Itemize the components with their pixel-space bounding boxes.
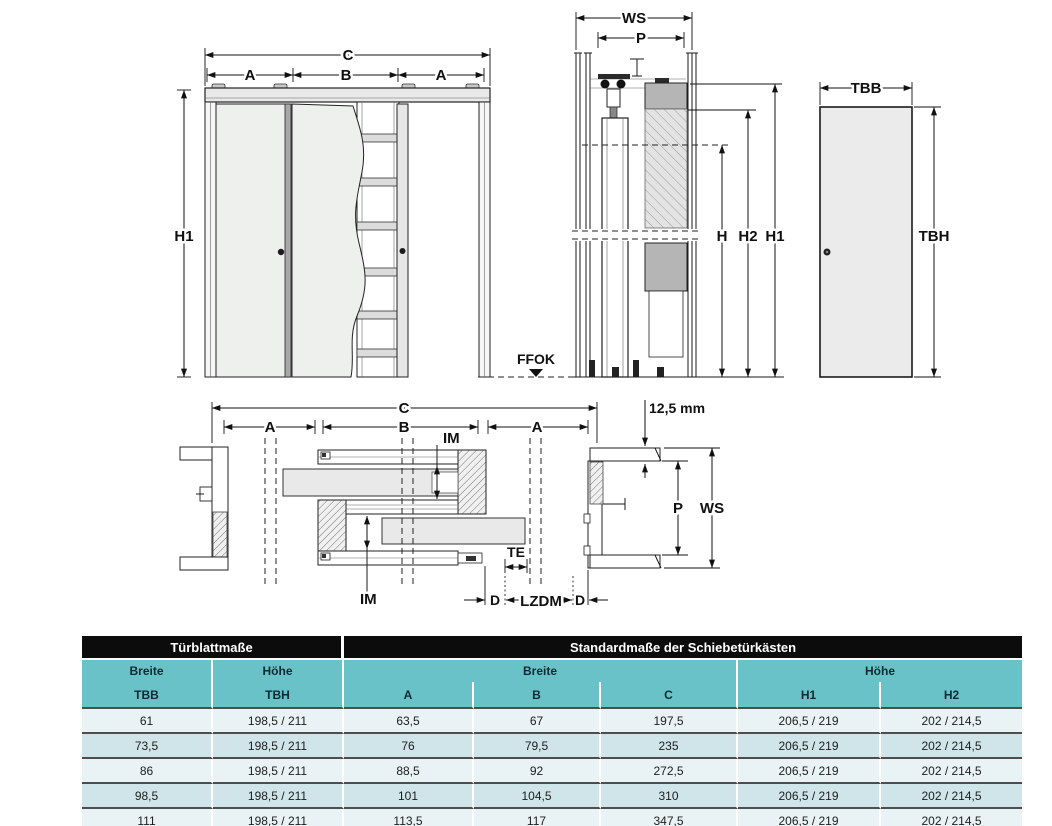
- plan-dim-b: B: [398, 419, 410, 436]
- plan-dim-ws: WS: [699, 500, 725, 517]
- cell: 235: [601, 734, 738, 759]
- cell: 73,5: [82, 734, 213, 759]
- cell: 63,5: [344, 709, 474, 734]
- vsection-dim-p: P: [635, 30, 647, 47]
- cassette-bottom-rail: [318, 551, 482, 565]
- plan-dim-d-left: D: [489, 592, 501, 608]
- table-row: [82, 784, 1022, 809]
- plan-dim-p: P: [672, 500, 684, 517]
- cell: 202 / 214,5: [881, 784, 1022, 809]
- door-leaf-panel: [820, 107, 912, 377]
- col-c: C: [601, 682, 738, 709]
- elevation-dim-c: C: [342, 47, 354, 64]
- column-header-row: [82, 682, 1022, 709]
- col-a: A: [344, 682, 474, 709]
- right-jamb-profile: [584, 448, 661, 568]
- plan-board-thickness: 12,5 mm: [649, 400, 706, 416]
- track-fixing: [655, 78, 669, 83]
- cell: 310: [601, 784, 738, 809]
- door-knob: [400, 248, 406, 254]
- elevation-dim-a-left: A: [244, 67, 256, 84]
- plan-dim-im-bottom: IM: [360, 591, 377, 608]
- plan-dim-a-right: A: [531, 419, 543, 436]
- group-header-row: [82, 636, 1022, 660]
- cell: 197,5: [601, 709, 738, 734]
- cell: 198,5 / 211: [213, 709, 344, 734]
- cell: 206,5 / 219: [738, 809, 881, 826]
- vsection-dim-ws: WS: [621, 10, 647, 27]
- door-section: [602, 118, 628, 377]
- cell: 198,5 / 211: [213, 784, 344, 809]
- cell: 202 / 214,5: [881, 759, 1022, 784]
- plan-dim-d-right: D: [574, 592, 586, 608]
- plan-dim-a-left: A: [264, 419, 276, 436]
- door-leaf-view: [820, 80, 949, 377]
- cell: 202 / 214,5: [881, 734, 1022, 759]
- left-jamb-profile: [180, 447, 228, 570]
- cell: 113,5: [344, 809, 474, 826]
- elevation-dim-a-right: A: [435, 67, 447, 84]
- cell: 202 / 214,5: [881, 709, 1022, 734]
- right-door-edge: [397, 104, 408, 377]
- upper-door-leaf-plan: [283, 469, 458, 496]
- cell: 104,5: [474, 784, 601, 809]
- plan-dim-im-top: IM: [443, 430, 460, 447]
- subheader-breite-left: Breite: [82, 660, 213, 682]
- lower-door-leaf-plan: [382, 518, 525, 544]
- cell: 92: [474, 759, 601, 784]
- cell: 347,5: [601, 809, 738, 826]
- plan-dim-c: C: [398, 400, 410, 417]
- elevation-dim-h1: H1: [174, 228, 194, 245]
- cell: 98,5: [82, 784, 213, 809]
- sub-header-row: [82, 660, 1022, 682]
- left-door-leaf: [216, 104, 291, 377]
- ffok-marker-icon: [529, 369, 543, 377]
- col-h2: H2: [881, 682, 1022, 709]
- cell: 198,5 / 211: [213, 759, 344, 784]
- table-row: [82, 809, 1022, 826]
- dimensions-table: [82, 636, 1022, 826]
- col-h1: H1: [738, 682, 881, 709]
- group-header-standardmasse: Standardmaße der Schiebetürkästen: [344, 636, 1022, 660]
- subheader-breite-right: Breite: [344, 660, 738, 682]
- lower-wall-block: [645, 243, 687, 291]
- vsection-dim-h1: H1: [765, 228, 785, 245]
- plan-dim-lzdm: LZDM: [520, 593, 562, 610]
- table-row: [82, 759, 1022, 784]
- vsection-dim-h2: H2: [738, 228, 758, 245]
- elevation-view: [174, 47, 490, 377]
- col-b: B: [474, 682, 601, 709]
- cell: 67: [474, 709, 601, 734]
- cutaway-door-leaf: [292, 104, 365, 377]
- cell: 117: [474, 809, 601, 826]
- cell: 101: [344, 784, 474, 809]
- vsection-dim-h: H: [716, 228, 728, 245]
- cell: 206,5 / 219: [738, 784, 881, 809]
- subheader-hoehe-left: Höhe: [213, 660, 344, 682]
- leaf-dim-tbb: TBB: [850, 80, 882, 97]
- col-tbb: TBB: [82, 682, 213, 709]
- elevation-dim-b: B: [340, 67, 352, 84]
- lintel-block: [645, 83, 687, 109]
- table-row: [82, 709, 1022, 734]
- cell: 206,5 / 219: [738, 734, 881, 759]
- dimensions-table-wrapper: [82, 636, 1022, 826]
- door-knob: [278, 249, 284, 255]
- cell: 79,5: [474, 734, 601, 759]
- subheader-hoehe-right: Höhe: [738, 660, 1022, 682]
- cell: 88,5: [344, 759, 474, 784]
- leaf-dim-tbh: TBH: [918, 228, 950, 245]
- top-track: [205, 88, 490, 102]
- plan-section-view: [180, 400, 724, 610]
- pocket-liner: [649, 291, 683, 357]
- cell: 206,5 / 219: [738, 709, 881, 734]
- vertical-section-view: [478, 10, 785, 377]
- table-row: [82, 734, 1022, 759]
- cell: 272,5: [601, 759, 738, 784]
- wall-hatch: [645, 109, 687, 228]
- cell: 202 / 214,5: [881, 809, 1022, 826]
- i-beam-icon: [630, 59, 644, 76]
- vsection-floor-label: FFOK: [516, 351, 556, 367]
- cell: 86: [82, 759, 213, 784]
- cell: 198,5 / 211: [213, 734, 344, 759]
- group-header-tuerblattmasse: Türblattmaße: [82, 636, 344, 660]
- cell: 76: [344, 734, 474, 759]
- pocket-end-block-right: [458, 450, 486, 514]
- cell: 198,5 / 211: [213, 809, 344, 826]
- col-tbh: TBH: [213, 682, 344, 709]
- plan-dim-te: TE: [507, 544, 525, 560]
- cell: 61: [82, 709, 213, 734]
- cell: 111: [82, 809, 213, 826]
- cell: 206,5 / 219: [738, 759, 881, 784]
